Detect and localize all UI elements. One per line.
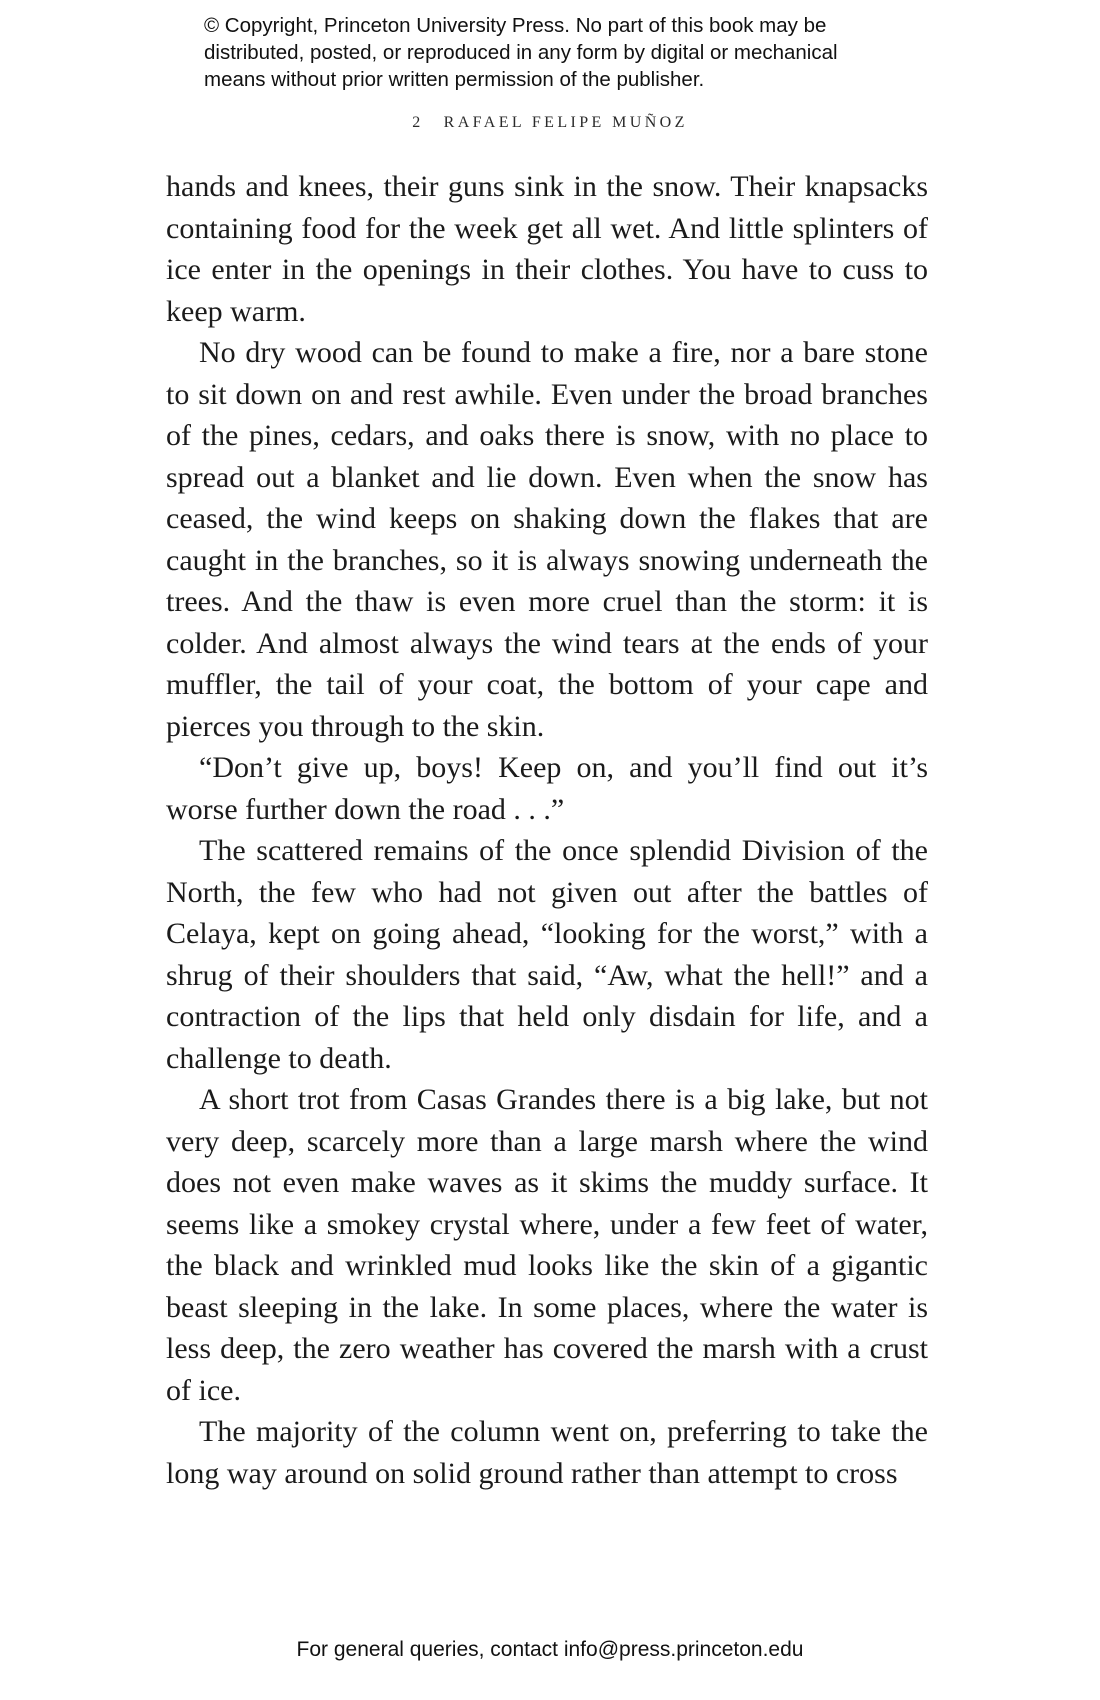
running-head-author: RAFAEL FELIPE MUÑOZ [443,114,688,131]
paragraph: The scattered remains of the once splendid Division of the North, the few who had not given out after the battles of Celaya, kept on going ahead, “looking for the worst,” with a shrug of their shoulders that said, “Aw, what the hell!” and a contraction of the lips that held only disdain for life, and a challenge to death. [166,834,928,1075]
paragraph: A short trot from Casas Grandes there is a big lake, but not very deep, scarcely more than a large marsh where the wind does not even make waves as it skims the muddy surface. It seems like a smokey crystal where, under a few feet of water, the black and wrinkled mud looks like the skin of a gigantic beast sleeping in the lake. In some places, where the water is less deep, the zero weather has covered the marsh with a crust of ice. [166,1083,928,1407]
paragraph: hands and knees, their guns sink in the snow. Their knapsacks containing food for the week get all wet. And little splinters of ice enter in the openings in their clothes. You have to cuss to keep warm. [166,170,928,328]
footer-contact: For general queries, contact info@press.princeton.edu [296,1638,804,1661]
running-head [0,114,1100,132]
body-text [166,166,928,1494]
paragraph: The majority of the column went on, preferring to take the long way around on solid ground rather than attempt to cross [166,1415,928,1490]
paragraph: “Don’t give up, boys! Keep on, and you’ll find out it’s worse further down the road . . .” [166,751,928,826]
copyright-line: distributed, posted, or reproduced in any form by digital or mechanical [204,41,838,64]
paragraph: No dry wood can be found to make a fire, nor a bare stone to sit down on and rest awhile. Even under the broad branches of the pines, cedars, and oaks there is snow, with no place to spread out a blanket and lie down. Even when the snow has ceased, the wind keeps on shaking down the flakes that are caught in the branches, so it is always snowing underneath the trees. And the thaw is even more cruel than the storm: it is colder. And almost always the wind tears at the ends of your muffler, the tail of your coat, the bottom of your cape and pierces you through to the skin. [166,336,928,743]
copyright-line: means without prior written permission of the publisher. [204,68,705,91]
copyright-notice [204,12,924,93]
page-number: 2 [412,114,424,131]
copyright-line: © Copyright, Princeton University Press. No part of this book may be [204,14,827,37]
